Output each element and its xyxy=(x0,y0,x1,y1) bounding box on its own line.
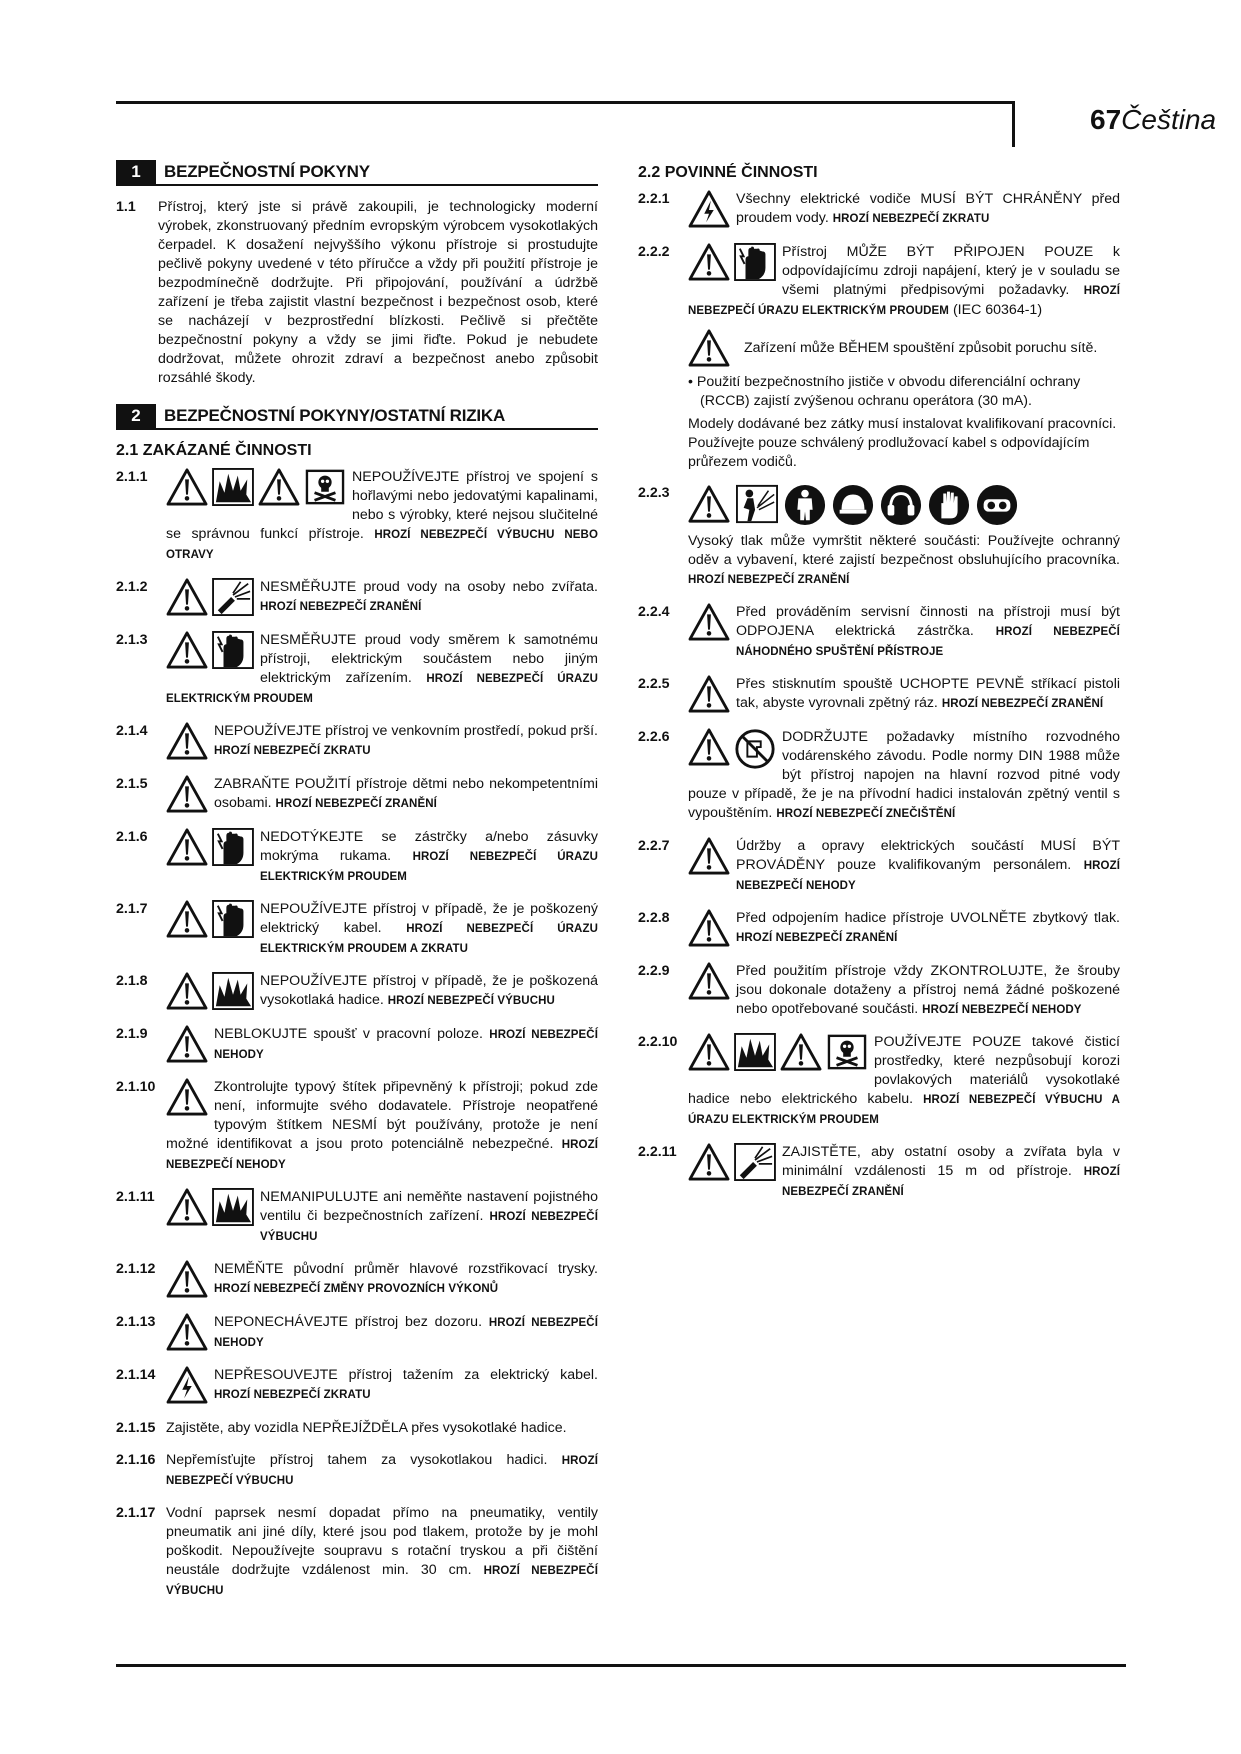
warning-icon xyxy=(166,468,208,506)
high-voltage-icon xyxy=(688,190,730,228)
hazard-text: HROZÍ NEBEZPEČÍ VÝBUCHU NEBO OTRAVY xyxy=(166,529,598,561)
item-2-2-10: 2.2.10 POUŽÍVEJTE POUZE takové čisticí prostředky, které nezpůsobují korozi povlakových materiálů vysokotlaké hadice nebo elektrického kabelu. HROZÍ NEBEZPEČÍ VÝBUCHU A ÚRAZU ELEKTRICKÝM PROUDEM xyxy=(638,1034,1120,1126)
hazard-text: HROZÍ NEBEZPEČÍ ZKRATU xyxy=(214,1389,371,1401)
hazard-text: HROZÍ NEBEZPEČÍ ÚRAZU ELEKTRICKÝM PROUDEM xyxy=(260,851,598,883)
section-2-header xyxy=(116,404,598,430)
warning-icon xyxy=(688,728,730,766)
warning-icon xyxy=(688,837,730,875)
item-2-2-4: 2.2.4 Před prováděním servisní činnosti na přístroji musí být ODPOJENA elektrická zástrčka. HROZÍ NEBEZPEČÍ NÁHODNÉHO SPUŠTĚNÍ PŘÍSTROJE xyxy=(638,604,1120,658)
warning-icon xyxy=(166,775,208,813)
warning-icon xyxy=(688,675,730,713)
item-1-1: 1.1 Přístroj, který jste si právě zakoupili, je technologicky moderní výrobek, zkonstruovaný předním evropským výrobcem vysokotlakých čerpadel. K dosažení nejvyššího výkonu přístroje si prostudujte pečlivě pokyny uvedené v této příručce a vždy při použití přístroje je bezpodmínečně dodržujte. Při připojování, používání a údržbě zařízení je třeba zajistit vlastní bezpečnost i bezpečnost osob, které se nacházejí v bezprostřední blízkosti. Pečlivě si přečtěte bezpečnostní pokyny a vždy se jimi řiďte. Pokud je nebudete dodržovat, můžete ohrozit zdraví a bezpečnost anebo způsobit rozsáhlé škody. xyxy=(116,199,598,386)
section-2-title: BEZPEČNOSTNÍ POKYNY/OSTATNÍ RIZIKA xyxy=(164,406,506,425)
hazard-text: HROZÍ NEBEZPEČÍ ZRANĚNÍ xyxy=(782,1166,1120,1198)
item-icons xyxy=(166,468,346,506)
item-2-2-3: 2.2.3 Vysoký tlak může vymrštit některé součásti: Používejte ochranný oděv a vybavení, které zajistí bezpečnost obsluhujícího pracovníka. HROZÍ NEBEZPEČÍ ZRANĚNÍ xyxy=(638,485,1120,586)
hazard-text: HROZÍ NEBEZPEČÍ ZNEČIŠTĚNÍ xyxy=(776,808,956,820)
hazard-text: HROZÍ NEBEZPEČÍ NEHODY xyxy=(736,860,1120,892)
explosion-icon xyxy=(212,468,254,506)
toxic-skull-icon xyxy=(304,468,346,506)
warning-icon xyxy=(166,722,208,760)
hazard-text: HROZÍ NEBEZPEČÍ NEHODY xyxy=(214,1317,598,1349)
hazard-text: HROZÍ NEBEZPEČÍ ZRANĚNÍ xyxy=(260,601,422,613)
item-2-2-11: 2.2.11 ZAJISTĚTE, aby ostatní osoby a zvířata byla v minimální vzdálenosti 15 m od přístroje. HROZÍ NEBEZPEČÍ ZRANĚNÍ xyxy=(638,1144,1120,1198)
hazard-text: HROZÍ NEBEZPEČÍ ÚRAZU ELEKTRICKÝM PROUDEM A ZKRATU xyxy=(260,923,598,955)
warning-icon xyxy=(688,603,730,641)
ear-protection-icon xyxy=(880,484,922,526)
item-2-1-14: 2.1.14 NEPŘESOUVEJTE přístroj tažením za elektrický kabel. HROZÍ NEBEZPEČÍ ZKRATU xyxy=(116,1366,598,1406)
item-2-2-2: 2.2.2 Přístroj MŮŽE BÝT PŘIPOJEN POUZE k odpovídajícímu zdroji napájení, který je v souladu se všemi platnými předpisovými požadavky. HROZÍ NEBEZPEČÍ ÚRAZU ELEKTRICKÝM PROUDEM (IEC 60364-1) xyxy=(638,244,1120,318)
gloves-icon xyxy=(928,484,970,526)
item-2-1-3: 2.1.3 NESMĚŘUJTE proud vody směrem k samotnému přístroji, elektrickým součástem nebo jiným elektrickým zařízením. HROZÍ NEBEZPEČÍ ÚRAZU ELEKTRICKÝM PROUDEM xyxy=(116,632,598,705)
subsection-2-1-title: 2.1 ZAKÁZANÉ ČINNOSTI xyxy=(116,442,312,459)
item-2-1-7: 2.1.7 NEPOUŽÍVEJTE přístroj v případě, že je poškozený elektrický kabel. HROZÍ NEBEZPEČÍ ÚRAZU ELEKTRICKÝM PROUDEM A ZKRATU xyxy=(116,901,598,955)
warning-icon xyxy=(166,1025,208,1063)
hazard-text: HROZÍ NEBEZPEČÍ VÝBUCHU xyxy=(260,1211,598,1243)
warning-icon xyxy=(688,1033,730,1071)
hazard-text: HROZÍ NEBEZPEČÍ ÚRAZU ELEKTRICKÝM PROUDEM xyxy=(166,673,598,705)
item-2-2-2-note: Zařízení může BĚHEM spouštění způsobit poruchu sítě. xyxy=(688,329,1120,367)
item-2-2-2-bullet: • Použití bezpečnostního jističe v obvodu diferenciální ochrany (RCCB) zajistí zvýšenou ochranu operátora (30 mA). xyxy=(688,374,1081,409)
item-2-1-12: 2.1.12 NEMĚŇTE původní průměr hlavové rozstřikovací trysky. HROZÍ NEBEZPEČÍ ZMĚNY PROVOZNÍCH VÝKONŮ xyxy=(116,1260,598,1300)
hazard-text: HROZÍ NEBEZPEČÍ VÝBUCHU xyxy=(166,1565,598,1597)
hazard-text: HROZÍ NEBEZPEČÍ VÝBUCHU A ÚRAZU ELEKTRICKÝM PROUDEM xyxy=(688,1094,1120,1126)
toxic-skull-icon xyxy=(826,1033,868,1071)
hazard-text: HROZÍ NEBEZPEČÍ ZKRATU xyxy=(214,745,371,757)
explosion-icon xyxy=(212,972,254,1010)
warning-icon xyxy=(166,828,208,866)
warning-icon xyxy=(780,1033,822,1071)
explosion-icon xyxy=(734,1033,776,1071)
item-2-2-2-text2: Modely dodávané bez zátky musí instalovat kvalifikovaní pracovníci. Používejte pouze schválený prodlužovací kabel s odpovídajícím průřezem vodičů. xyxy=(688,416,1117,470)
helmet-icon xyxy=(832,484,874,526)
item-2-2-6: 2.2.6 DODRŽUJTE požadavky místního rozvodného vodárenského závodu. Podle normy DIN 1988 může být přístroj napojen na hlavní rozvod pitné vody pouze v případě, že je na přívodní hadici instalován zpětný ventil s vypouštěním. HROZÍ NEBEZPEČÍ ZNEČIŠTĚNÍ xyxy=(638,729,1120,821)
hazard-text: HROZÍ NEBEZPEČÍ ZRANĚNÍ xyxy=(688,574,850,586)
subsection-2-2-title: 2.2 POVINNÉ ČINNOSTI xyxy=(638,164,818,181)
warning-icon xyxy=(688,243,730,281)
no-drinking-water-icon xyxy=(734,728,776,770)
item-2-1-15: 2.1.15 Zajistěte, aby vozidla NEPŘEJÍŽDĚLA přes vysokotlaké hadice. xyxy=(116,1420,567,1436)
item-2-2-9: 2.2.9 Před použitím přístroje vždy ZKONTROLUJTE, že šrouby jsou dokonale dotaženy a přístroj nemá žádné poškozené nebo opotřebované součásti. HROZÍ NEBEZPEČÍ NEHODY xyxy=(638,963,1120,1017)
item-2-2-1: 2.2.1 Všechny elektrické vodiče MUSÍ BÝT CHRÁNĚNY před proudem vody. HROZÍ NEBEZPEČÍ ZKRATU xyxy=(638,191,1120,226)
item-2-1-2: 2.1.2 NESMĚŘUJTE proud vody na osoby nebo zvířata. HROZÍ NEBEZPEČÍ ZRANĚNÍ xyxy=(116,578,598,618)
item-2-2-8: 2.2.8 Před odpojením hadice přístroje UVOLNĚTE zbytkový tlak. HROZÍ NEBEZPEČÍ ZRANĚNÍ xyxy=(638,909,1120,949)
hazard-text: HROZÍ NEBEZPEČÍ NEHODY xyxy=(922,1004,1082,1016)
hazard-text: HROZÍ NEBEZPEČÍ ZRANĚNÍ xyxy=(941,698,1104,710)
header-rule xyxy=(116,101,1014,104)
electric-hand-icon xyxy=(212,631,254,669)
item-2-1-13: 2.1.13 NEPONECHÁVEJTE přístroj bez dozoru. HROZÍ NEBEZPEČÍ NEHODY xyxy=(116,1314,598,1349)
item-2-2-7: 2.2.7 Údržby a opravy elektrických součástí MUSÍ BÝT PROVÁDĚNY pouze kvalifikovaným personálem. HROZÍ NEBEZPEČÍ NEHODY xyxy=(638,838,1120,892)
electric-hand-icon xyxy=(212,828,254,866)
warning-icon xyxy=(688,909,730,947)
hazard-text: HROZÍ NEBEZPEČÍ NEHODY xyxy=(214,1029,599,1061)
warning-icon xyxy=(166,1188,208,1226)
header-tick xyxy=(1012,101,1015,147)
spray-on-person-icon xyxy=(212,578,254,616)
section-1-header xyxy=(116,160,598,186)
hazard-text: HROZÍ NEBEZPEČÍ ZMĚNY PROVOZNÍCH VÝKONŮ xyxy=(214,1283,499,1295)
section-1-number: 1 xyxy=(116,160,156,184)
item-2-1-8: 2.1.8 NEPOUŽÍVEJTE přístroj v případě, že je poškozená vysokotlaká hadice. HROZÍ NEBEZPEČÍ VÝBUCHU xyxy=(116,973,598,1008)
right-column xyxy=(638,160,1120,1215)
hazard-text: HROZÍ NEBEZPEČÍ VÝBUCHU xyxy=(166,1455,598,1487)
warning-icon xyxy=(166,631,208,669)
item-2-1-6: 2.1.6 NEDOTÝKEJTE se zástrčky a/nebo zásuvky mokrýma rukama. HROZÍ NEBEZPEČÍ ÚRAZU ELEKTRICKÝM PROUDEM xyxy=(116,829,598,883)
high-voltage-icon xyxy=(166,1366,208,1404)
item-2-1-10: 2.1.10 Zkontrolujte typový štítek připevněný k přístroji; pokud zde není, informujte svého dodavatele. Přístroje neopatřené typovým štítkem NESMÍ být používány, protože je není možné identifikovat a jsou proto potenciálně nebezpečné. HROZÍ NEBEZPEČÍ NEHODY xyxy=(116,1079,598,1171)
hazard-text: HROZÍ NEBEZPEČÍ NÁHODNÉHO SPUŠTĚNÍ PŘÍSTROJE xyxy=(736,626,1120,658)
item-2-1-5: 2.1.5 ZABRAŇTE POUŽITÍ přístroje dětmi nebo nekompetentními osobami. HROZÍ NEBEZPEČÍ ZRANĚNÍ xyxy=(116,776,598,811)
item-2-1-17: 2.1.17 Vodní paprsek nesmí dopadat přímo na pneumatiky, ventily pneumatik ani jiné díly, které jsou pod tlakem, protože by je mohl poškodit. Nepoužívejte soupravu s rotační tryskou a při čištění neustále dodržujte vzdálenost min. 30 cm. HROZÍ NEBEZPEČÍ VÝBUCHU xyxy=(116,1505,598,1597)
warning-icon xyxy=(166,972,208,1010)
warning-icon xyxy=(166,900,208,938)
item-2-1-1: 2.1.1 NEPOUŽÍVEJTE přístroj ve spojení s hořlavými nebo jedovatými kapalinami, nebo s výrobky, které nejsou slučitelné se správnou funkcí přístroje. HROZÍ NEBEZPEČÍ VÝBUCHU NEBO OTRAVY xyxy=(116,469,598,561)
warning-icon xyxy=(166,1078,208,1116)
footer-rule xyxy=(116,1664,1126,1667)
warning-icon xyxy=(688,484,730,524)
page-language: Čeština xyxy=(1121,104,1217,135)
goggles-icon xyxy=(976,484,1018,526)
section-2-number: 2 xyxy=(116,404,156,428)
hazard-text: HROZÍ NEBEZPEČÍ VÝBUCHU xyxy=(387,995,555,1007)
warning-icon xyxy=(688,329,730,367)
page-number: 67Čeština xyxy=(1090,104,1217,135)
item-2-1-11: 2.1.11 NEMANIPULUJTE ani neměňte nastavení pojistného ventilu či bezpečnostních zařízení. HROZÍ NEBEZPEČÍ VÝBUCHU xyxy=(116,1189,598,1243)
electric-hand-icon xyxy=(734,243,776,281)
ppe-icons xyxy=(688,484,1120,526)
hazard-text: HROZÍ NEBEZPEČÍ ZKRATU xyxy=(832,213,990,225)
warning-icon xyxy=(258,468,300,506)
section-1-title: BEZPEČNOSTNÍ POKYNY xyxy=(164,162,370,181)
left-column xyxy=(116,160,598,1614)
item-2-1-16: 2.1.16 Nepřemísťujte přístroj tahem za vysokotlakou hadici. HROZÍ NEBEZPEČÍ VÝBUCHU xyxy=(116,1452,598,1487)
protective-suit-icon xyxy=(784,484,826,526)
warning-icon xyxy=(688,1143,730,1181)
electric-hand-icon xyxy=(212,900,254,938)
item-2-1-4: 2.1.4 NEPOUŽÍVEJTE přístroj ve venkovním prostředí, pokud prší. HROZÍ NEBEZPEČÍ ZKRATU xyxy=(116,722,598,762)
warning-icon xyxy=(166,1313,208,1351)
projectile-person-icon xyxy=(736,484,778,524)
hazard-text: HROZÍ NEBEZPEČÍ ZRANĚNÍ xyxy=(736,932,898,944)
spray-on-person-icon xyxy=(734,1143,776,1181)
hazard-text: HROZÍ NEBEZPEČÍ NEHODY xyxy=(166,1139,598,1171)
warning-icon xyxy=(688,962,730,1000)
warning-icon xyxy=(166,1260,208,1298)
item-1-1-text: Přístroj, který jste si právě zakoupili, je technologicky moderní výrobek, zkonstruovaný předním evropským výrobcem vysokotlakých čerpadel. K dosažení nejvyššího výkonu přístroje si prostudujte pečlivě pokyny uvedené v této příručce a vždy při použití přístroje je bezpodmínečně dodržujte. Při připojování, používání a údržbě zařízení je třeba zajistit vlastní bezpečnost i bezpečnost osob, které se nacházejí v bezprostřední blízkosti. Pečlivě si přečtěte bezpečnostní pokyny a vždy se jimi řiďte. Pokud je nebudete dodržovat, můžete ohrozit zdraví a bezpečnost anebo způsobit rozsáhlé škody. xyxy=(158,199,598,386)
item-2-1-9: 2.1.9 NEBLOKUJTE spoušť v pracovní poloze. HROZÍ NEBEZPEČÍ NEHODY xyxy=(116,1026,599,1061)
hazard-text: HROZÍ NEBEZPEČÍ ZRANĚNÍ xyxy=(275,798,437,810)
hazard-text: HROZÍ NEBEZPEČÍ ÚRAZU ELEKTRICKÝM PROUDEM xyxy=(688,285,1120,317)
explosion-icon xyxy=(212,1188,254,1226)
item-2-2-5: 2.2.5 Přes stisknutím spouště UCHOPTE PEVNĚ stříkací pistoli tak, abyste vyrovnali zpětný ráz. HROZÍ NEBEZPEČÍ ZRANĚNÍ xyxy=(638,676,1120,711)
warning-icon xyxy=(166,578,208,616)
